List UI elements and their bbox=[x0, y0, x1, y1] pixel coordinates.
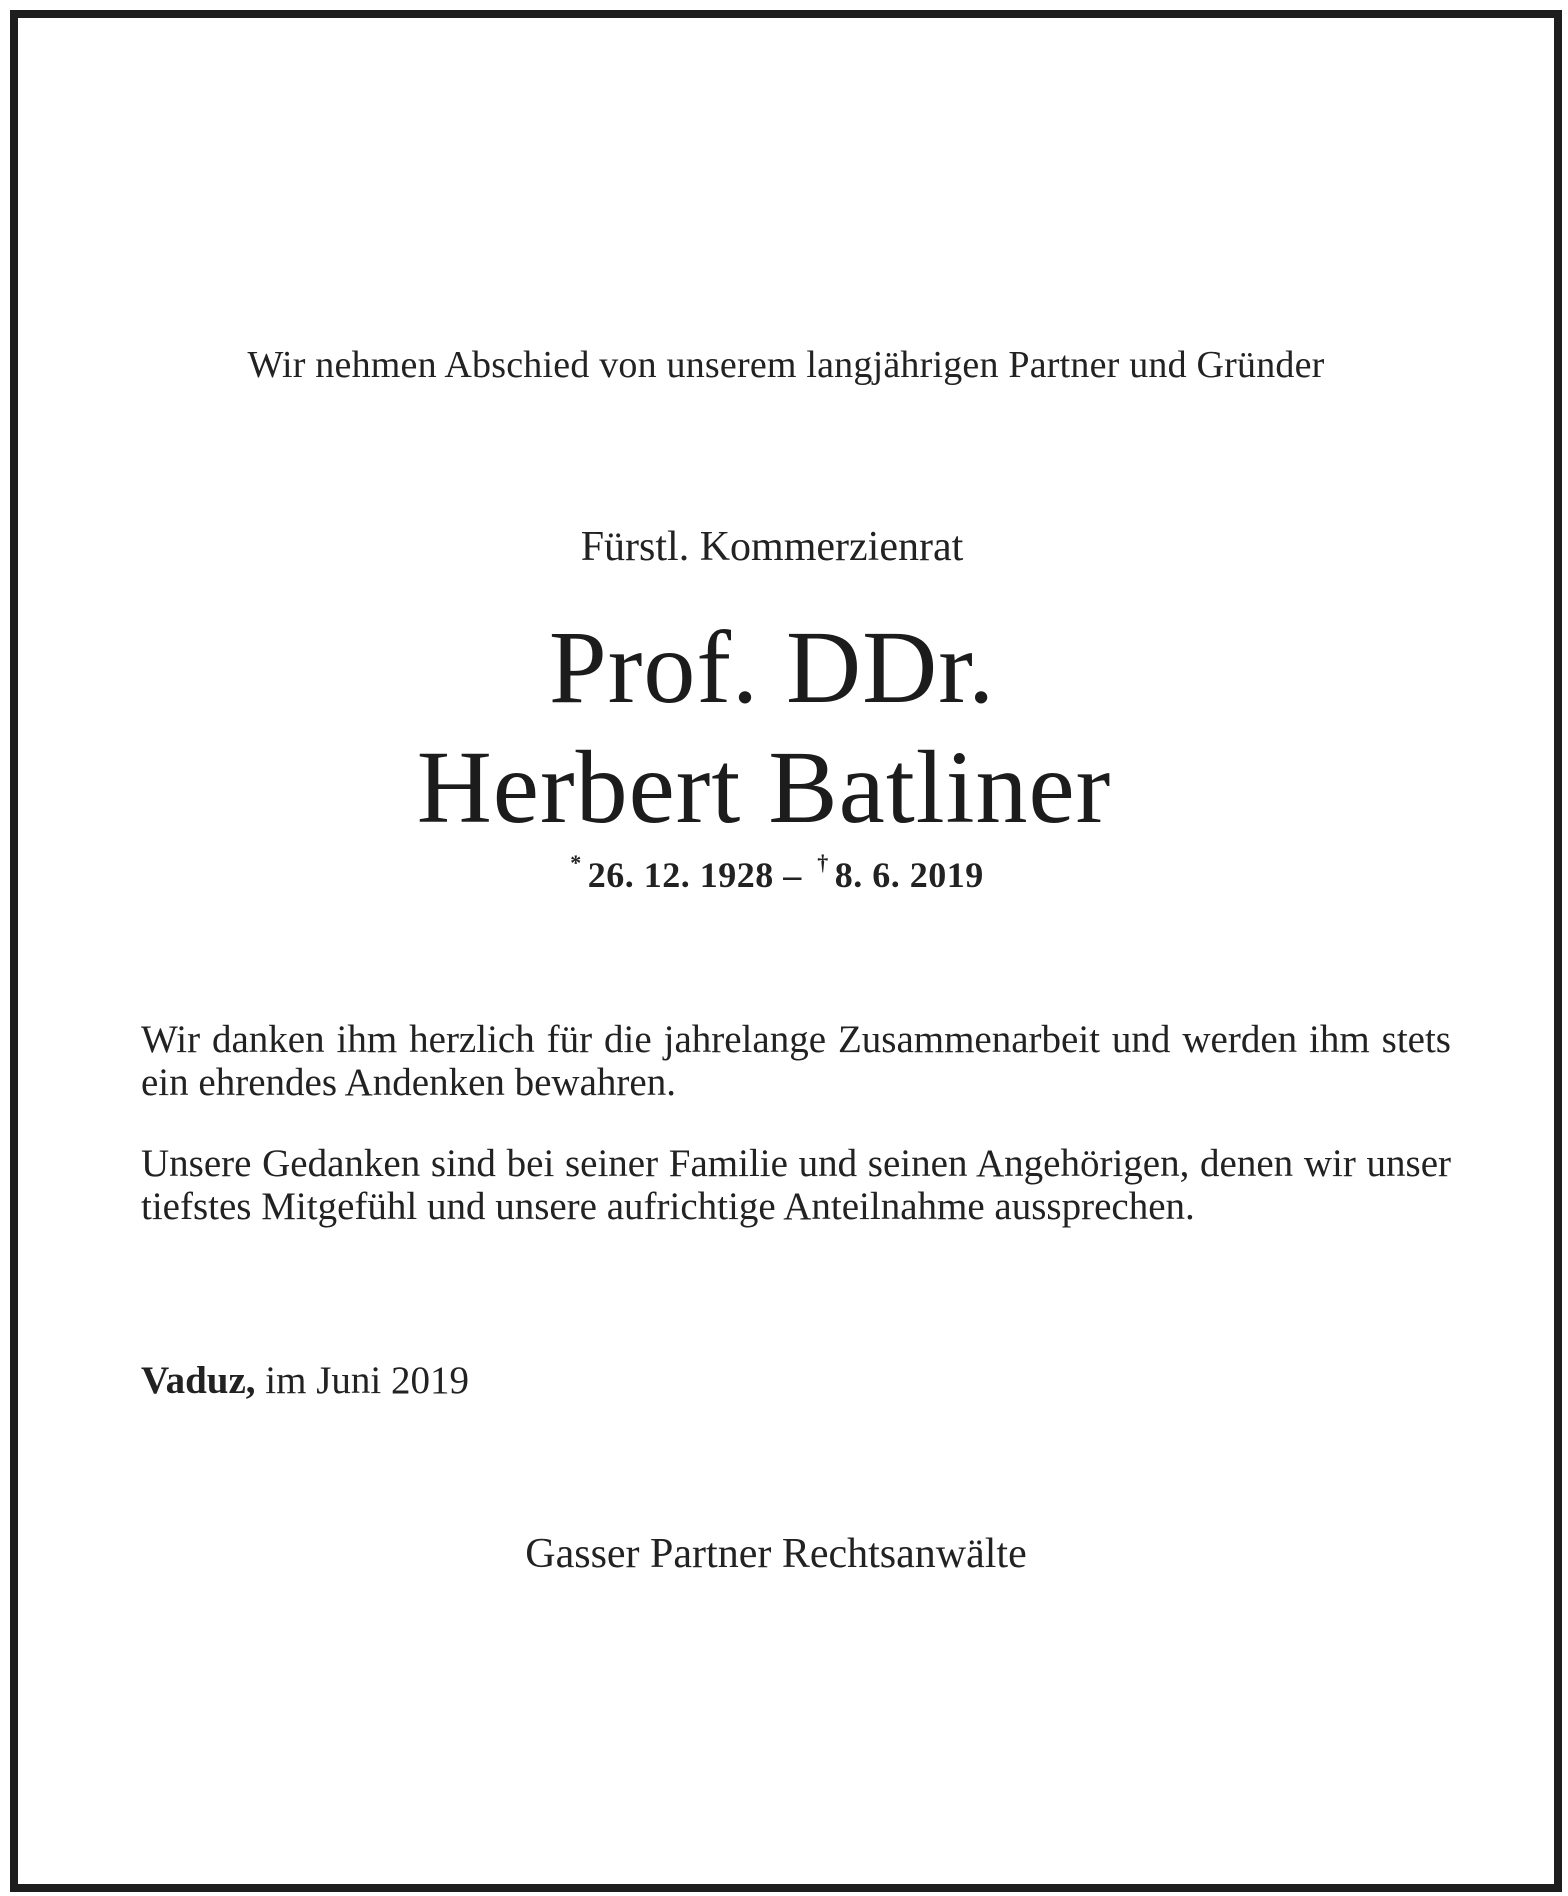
birth-symbol: * bbox=[570, 850, 582, 875]
date-text: im Juni 2019 bbox=[265, 1359, 469, 1402]
condolence-paragraph: Unsere Gedanken sind bei seiner Familie und seinen Angehörigen, denen wir unser tiefstes Mitgefühl und unsere aufrichtige Anteilnahme aussprechen. bbox=[141, 1142, 1451, 1228]
gratitude-paragraph: Wir danken ihm herzlich für die jahrelange Zusammenarbeit und werden ihm stets ein ehrendes Andenken bewahren. bbox=[141, 1018, 1451, 1104]
intro-line: Wir nehmen Abschied von unserem langjährigen Partner und Gründer bbox=[247, 344, 1325, 386]
birth-date: 26. 12. 1928 bbox=[587, 855, 774, 895]
deceased-title: Prof. DDr. bbox=[548, 610, 996, 725]
place-date-line bbox=[141, 1358, 469, 1403]
deceased-name: Herbert Batliner bbox=[416, 730, 1112, 845]
death-symbol: † bbox=[817, 850, 829, 875]
life-dates bbox=[6, 850, 1542, 896]
honorific-title: Fürstl. Kommerzienrat bbox=[580, 524, 964, 570]
signature-firm: Gasser Partner Rechtsanwälte bbox=[525, 1531, 1027, 1577]
obituary-notice bbox=[10, 10, 1562, 1892]
place-name: Vaduz, bbox=[141, 1359, 256, 1402]
death-date: 8. 6. 2019 bbox=[834, 855, 984, 895]
date-separator: – bbox=[783, 855, 802, 895]
